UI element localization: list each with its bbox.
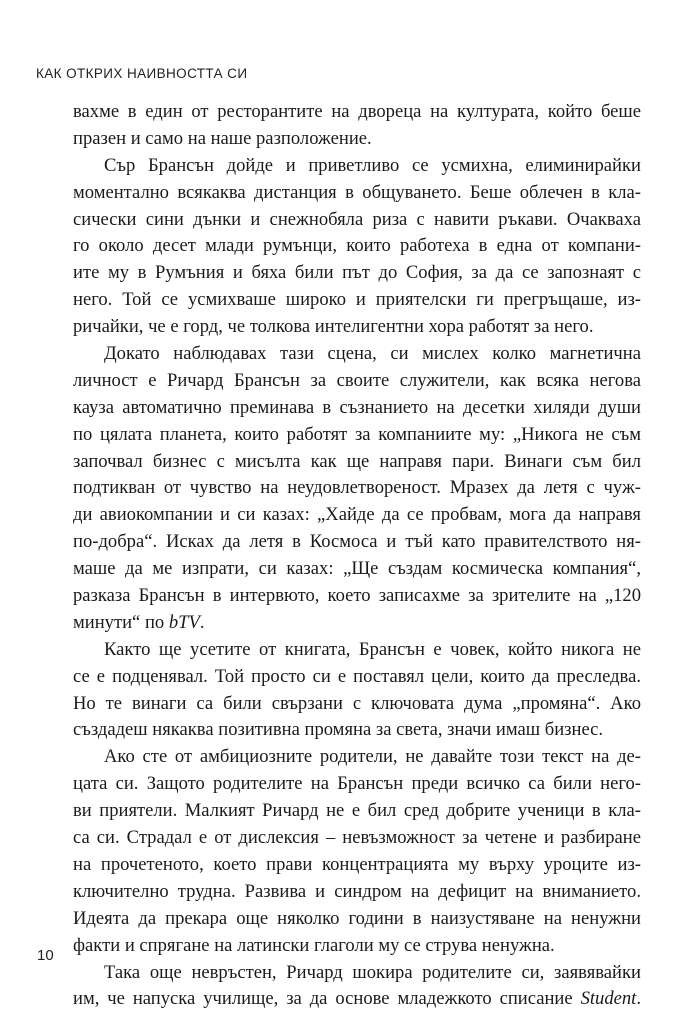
text-line: по цялата планета, които работят за компаниите му: „Никога не съм <box>73 423 641 445</box>
text-line: ди авиокомпании и си казах: „Хайде да се пробвам, мога да направя <box>73 504 641 526</box>
text-line: Докато наблюдавах тази сцена, си мислех колко магнетична <box>104 343 641 365</box>
text-line <box>73 610 641 637</box>
text-line: Идеята да прекара още няколко години в наизустяване на ненужни <box>73 907 641 929</box>
text-line: започвал бизнес с мисълта как ще направя пари. Винаги съм бил <box>73 450 641 472</box>
text-line: ключително трудна. Развива и синдром на дефицит на вниманието. <box>73 880 641 902</box>
page-number: 10 <box>37 947 54 964</box>
text-line: цата си. Защото родителите на Брансън преди всичко са били него- <box>73 773 641 795</box>
text-line: подтикван от чувство на неудовлетвореност. Мразех да летя с чуж- <box>73 477 641 499</box>
text-line: Ако сте от амбициозните родители, не давайте този текст на де- <box>104 746 641 768</box>
italic-magazine-name: Student <box>580 988 637 1010</box>
text-line: ите му в Румъния и бяха били път до София, за да се запознаят с <box>73 262 641 284</box>
text-line: празен и само на наше разположение. <box>73 127 372 149</box>
text-fragment: . <box>199 611 205 633</box>
text-line: Сър Брансън дойде и приветливо се усмихна, елиминирайки <box>104 154 641 176</box>
text-line: на прочетеното, което прави концентрацията му върху уроците из- <box>73 853 641 875</box>
text-line: ричайки, че е горд, че толкова интелигентни хора работят за него. <box>73 316 594 338</box>
running-head: КАК ОТКРИХ НАИВНОСТТА СИ <box>36 66 248 81</box>
text-line: кауза автоматично преминава в съзнанието на десетки хиляди души <box>73 396 641 418</box>
text-fragment: . <box>636 988 641 1010</box>
text-line: сически сини дънки и снежнобяла риза с навити ръкави. Очакваха <box>73 208 641 230</box>
text-fragment: им, че напуска училище, за да основе младежкото списание <box>73 988 581 1010</box>
text-line: моментално всякаква дистанция в общуването. Беше облечен в кла- <box>73 181 641 203</box>
italic-tv-name: bTV <box>168 611 200 633</box>
text-line: факти и спрягане на латински глаголи му се струва ненужна. <box>73 934 555 956</box>
text-line: ви приятели. Малкият Ричард не е бил сред добрите ученици в кла- <box>73 800 641 822</box>
text-line: вахме в един от ресторантите на двореца на културата, който беше <box>73 101 641 122</box>
text-fragment: минути“ по <box>73 611 169 633</box>
body-text <box>73 99 641 1013</box>
text-line <box>73 986 641 1013</box>
text-line: създадеш някаква позитивна промяна за света, значи имаш бизнес. <box>73 719 604 741</box>
text-line: Но те винаги са били свързани с ключовата дума „промяна“. Ако <box>73 692 641 714</box>
text-line: личност е Ричард Брансън за своите служители, как всяка негова <box>73 369 641 391</box>
text-line: Така още невръстен, Ричард шокира родителите си, заявявайки <box>104 961 641 983</box>
text-line: се е подценявал. Той просто си е поставял цели, които да преследва. <box>73 665 641 687</box>
text-line: по-добра“. Исках да летя в Космоса и тъй като правителството ня- <box>73 531 641 553</box>
text-line: са си. Страдал е от дислексия – невъзможност за четене и разбиране <box>73 827 641 849</box>
text-line: разказа Брансън в интервюто, което записахме за зрителите на „120 <box>73 585 641 607</box>
text-line: него. Той се усмихваше широко и приятелски ги прегръщаше, из- <box>73 289 641 311</box>
text-line: го около десет млади румънци, които работеха в една от компани- <box>73 235 641 257</box>
text-line: Както ще усетите от книгата, Брансън е човек, който никога не <box>104 638 641 660</box>
text-line: маше да ме изпрати, си казах: „Ще създам космическа компания“, <box>73 558 641 580</box>
